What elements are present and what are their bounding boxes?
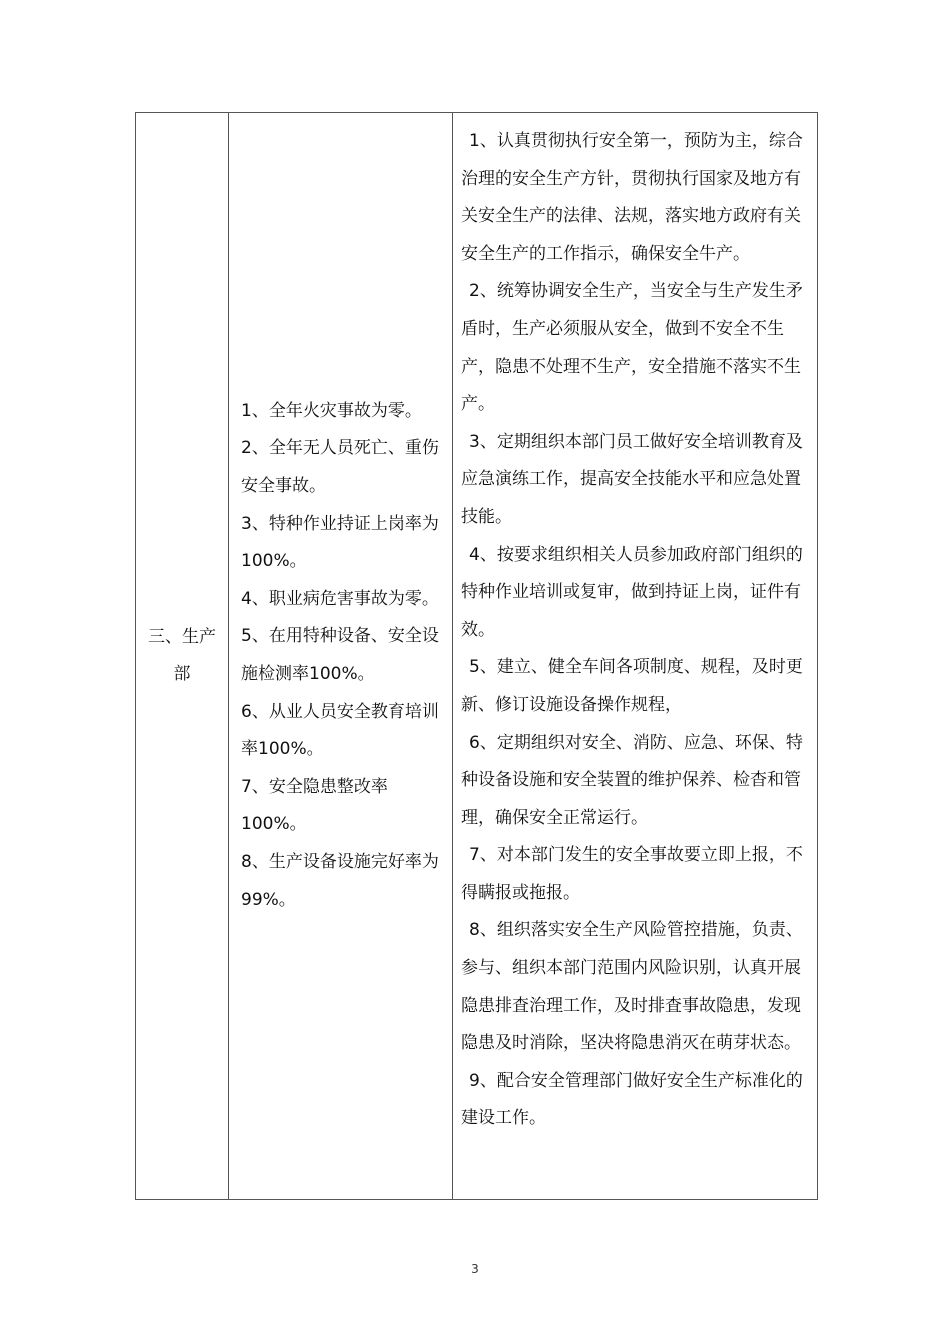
duty-item: 4、按要求组织相关人员参加政府部门组织的特种作业培训或复审，做到持证上岗，证件有效。: [461, 544, 803, 640]
goal-item: 8、生产设备设施完好率为99%。: [241, 851, 439, 910]
goal-item: 2、全年无人员死亡、重伤安全事故。: [241, 438, 439, 497]
department-cell: [136, 113, 229, 1200]
goal-item: 6、从业人员安全教育培训率100%。: [241, 701, 439, 760]
department-label-line-2: 部: [173, 664, 191, 684]
goal-item: 4、职业病危害事故为零。: [241, 588, 439, 609]
responsibility-table: [135, 112, 818, 1200]
page-number: 3: [471, 1262, 479, 1276]
goal-item: 3、特种作业持证上岗率为100%。: [241, 513, 439, 572]
duty-item: 5、建立、健全车间各项制度、规程，及时更新、修订设施设备操作规程，: [461, 657, 803, 715]
goals-cell: [229, 113, 453, 1200]
duty-item: 3、定期组织本部门员工做好安全培训教育及应急演练工作，提高安全技能水平和应急处置技能。: [461, 431, 803, 527]
duty-item: 6、定期组织对安全、消防、应急、环保、特种设备设施和安全装置的维护保养、检杳和管理，确保安全正常运行。: [461, 732, 803, 828]
duties-cell: [453, 113, 818, 1200]
duty-item: 8、组织落实安全生产风险管控措施，负责、参与、组织本部门范围内风险识别，认真开展隐患排査治理工作，及时排査事故隐患，发现隐患及时消除，坚决将隐患消灭在萌芽状态。: [461, 920, 803, 1054]
table-row: [136, 113, 818, 1200]
goal-item: 1、全年火灾事故为零。: [241, 400, 422, 421]
duty-item: 7、对本部门发生的安全事故要立即上报，不得瞒报或拖报。: [461, 845, 803, 903]
duty-item: 1、认真贯彻执行安全第一，预防为主，综合治理的安全生产方针，贯彻执行国家及地方有关安全生产的法律、法规，落实地方政府有关安全生产的工作指示，确保安全牛产。: [461, 131, 803, 264]
department-label-line-1: 三、生产: [148, 627, 216, 647]
duty-item: 9、配合安全管理部门做好安全生产标准化的建设工作。: [461, 1070, 803, 1129]
goal-item: 7、安全隐患整改率100%。: [241, 776, 388, 835]
goal-item: 5、在用特种设备、安全设施检测率100%。: [241, 626, 439, 684]
duties-list: [453, 113, 817, 1199]
duty-item: 2、统筹协调安全生产，当安全与生产发生矛盾时，生产必须服从安全，做到不安全不生产，隐患不处理不生产，安全措施不落实不生产。: [461, 281, 803, 415]
